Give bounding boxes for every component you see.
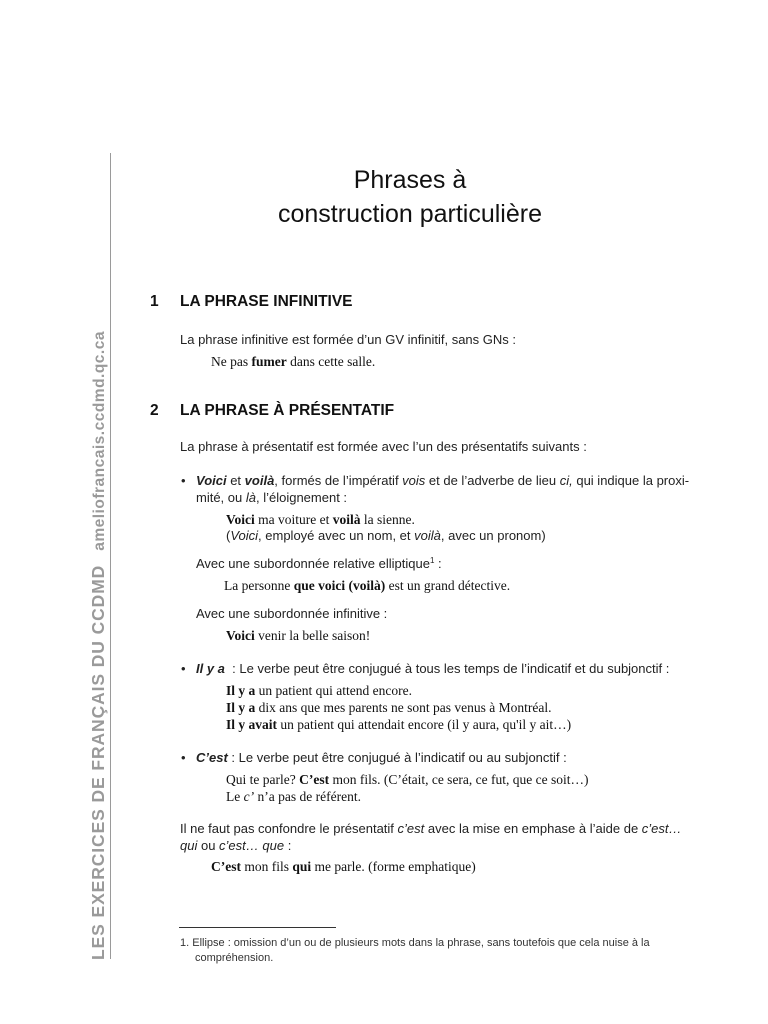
warning-line-2: [180, 837, 291, 854]
cest-example-2: [226, 788, 361, 805]
relative-example: [224, 577, 510, 594]
cest-example-1: [226, 771, 589, 788]
example-bold: Il y a: [226, 700, 256, 715]
example-bold: qui: [292, 859, 312, 874]
page-title: [150, 163, 670, 231]
example-text: Qui te parle?: [226, 772, 300, 787]
il-y-a-example-3: [226, 716, 571, 733]
example-bold: Il y a: [226, 683, 256, 698]
example-text: mon fils. (C’était, ce sera, ce fut, que ce soit…): [329, 772, 589, 787]
text: : Le verbe peut être conjugué à l’indicatif ou au subjonctif :: [227, 750, 567, 765]
section-1-title: LA PHRASE INFINITIVE: [180, 293, 353, 310]
voici-example-1: [226, 511, 415, 528]
example-bold: voilà: [332, 512, 361, 527]
sidebar-watermark: [88, 331, 110, 960]
bullet-1-line-2: [196, 489, 347, 506]
section-2-intro: La phrase à présentatif est formée avec l’un des présentatifs suivants :: [180, 439, 587, 454]
title-line-2: construction particulière: [277, 200, 542, 228]
text: , avec un pronom): [440, 528, 546, 543]
term: Voici: [196, 473, 227, 488]
example-bold: Voici: [226, 512, 255, 527]
bullet-3-line: [196, 749, 567, 766]
section-2-number: 2: [150, 402, 159, 419]
example-italic: c’: [243, 789, 255, 804]
text: , l’éloignement :: [255, 490, 348, 505]
bullet-1-line-1: [196, 472, 689, 489]
warning-line-1: [180, 820, 682, 837]
text: , employé avec un nom, et: [258, 528, 415, 543]
term: Il y a: [196, 661, 225, 676]
emphasis-example: [211, 858, 476, 875]
footnote-line-2: compréhension.: [195, 952, 274, 964]
section-1-intro: La phrase infinitive est formée d’un GV infinitif, sans GNs :: [180, 332, 516, 347]
text: et de l’adverbe de lieu: [425, 473, 560, 488]
text: Avec une subordonnée relative elliptique: [196, 556, 430, 571]
text: , formés de l’impératif: [274, 473, 403, 488]
example-text: Le: [226, 789, 244, 804]
voici-example-2: [226, 527, 546, 544]
term: C’est: [196, 750, 228, 765]
footnote: [180, 936, 650, 966]
bullet-2-line: [196, 660, 669, 677]
example-bold: C’est: [299, 772, 330, 787]
example-bold: fumer: [251, 354, 287, 369]
text: : Le verbe peut être conjugué à tous les temps de l’indicatif et du subjonctif :: [224, 661, 670, 676]
bullet-dot: •: [181, 473, 186, 488]
term: là: [245, 490, 256, 505]
series-title: LES EXERCICES DE FRANÇAIS DU CCDMD: [88, 564, 108, 960]
il-y-a-example-2: [226, 699, 551, 716]
example-text: Ne pas: [211, 354, 252, 369]
example-bold: que voici (voilà): [293, 578, 386, 593]
section-1-number: 1: [150, 293, 159, 310]
example-text: un patient qui attendait encore (il y aura, qu'il y ait…): [277, 717, 572, 732]
term: qui: [180, 838, 198, 853]
example-text: un patient qui attend encore.: [255, 683, 412, 698]
title-line-1: Phrases à: [353, 166, 467, 194]
section-1-heading: [150, 293, 353, 311]
infinitive-example: [226, 627, 370, 644]
example-text: mon fils: [241, 859, 293, 874]
text: (: [226, 528, 231, 543]
term: vois: [402, 473, 426, 488]
footnote-line-1: 1. Ellipse : omission d’un ou de plusieurs mots dans la phrase, sans toutefois que cela nuise à la: [180, 937, 650, 949]
term: c’est…: [641, 821, 682, 836]
example-text: me parle. (forme emphatique): [311, 859, 476, 874]
example-text: La personne: [224, 578, 294, 593]
example-text: n’a pas de référent.: [254, 789, 361, 804]
term: ci,: [559, 473, 573, 488]
example-bold: Il y avait: [226, 717, 278, 732]
example-text: dix ans que mes parents ne sont pas venus à Montréal.: [255, 700, 552, 715]
section-2-title: LA PHRASE À PRÉSENTATIF: [180, 402, 395, 419]
text: Il ne faut pas confondre le présentatif: [180, 821, 398, 836]
sidebar-rule: [110, 153, 111, 959]
term: c’est… que: [219, 838, 285, 853]
term: voilà: [414, 528, 441, 543]
term: Voici: [230, 528, 259, 543]
text: et: [226, 473, 245, 488]
example-text: dans cette salle.: [286, 354, 376, 369]
bullet-dot: •: [181, 661, 186, 676]
text: avec la mise en emphase à l’aide de: [424, 821, 642, 836]
example-text: ma voiture et: [254, 512, 333, 527]
term: voilà: [244, 473, 275, 488]
footnote-ref: 1: [429, 556, 435, 565]
footnote-rule: [179, 927, 336, 928]
text: ou: [197, 838, 220, 853]
text: mité, ou: [196, 490, 246, 505]
example-text: est un grand détective.: [385, 578, 511, 593]
text: qui indique la proxi-: [572, 473, 690, 488]
text: :: [284, 838, 292, 853]
section-2-heading: [150, 402, 394, 420]
example-bold: Voici: [226, 628, 255, 643]
il-y-a-example-1: [226, 682, 412, 699]
site-url: ameliofrancais.ccdmd.qc.ca: [91, 331, 108, 551]
relative-intro: [196, 555, 442, 572]
term: c’est: [397, 821, 425, 836]
text: :: [434, 556, 442, 571]
example-text: venir la belle saison!: [254, 628, 371, 643]
infinitive-intro: Avec une subordonnée infinitive :: [196, 606, 388, 621]
example-bold: C’est: [211, 859, 241, 874]
example-text: la sienne.: [360, 512, 415, 527]
section-1-example: [211, 353, 375, 370]
bullet-dot: •: [181, 750, 186, 765]
